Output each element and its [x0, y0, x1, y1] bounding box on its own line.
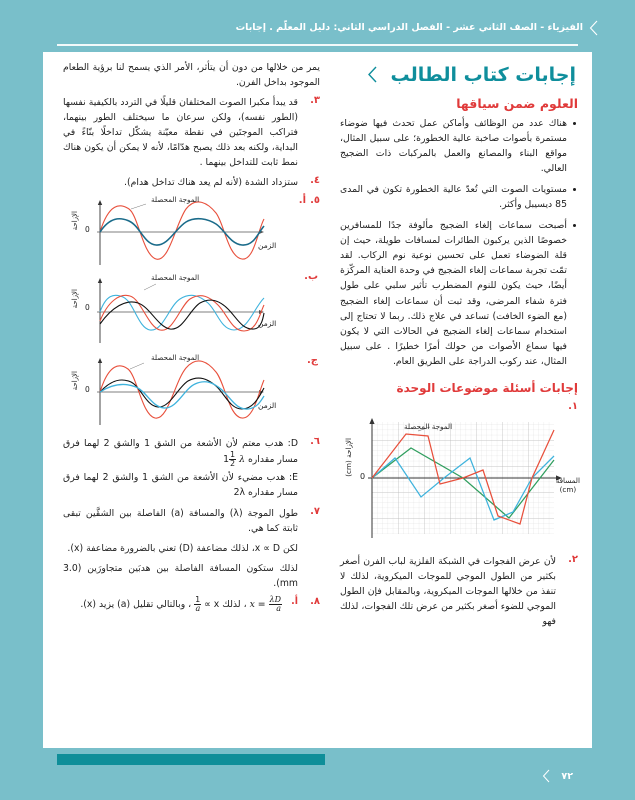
- answer-item-7-extra-2: لذلك ستكون المسافة الفاصلة بين هدبَين متجاورَين (3.0 mm).: [63, 562, 298, 589]
- figure-x-axis-label: المسافة (cm): [555, 475, 580, 494]
- answer-item-3-text: قد يبدأ مكبرا الصوت المختلفان قليلًا في التردد بالكيفية نفسها (الطور نفسه)، ولكن سرعان ما سيختلف الطور بينهما، فتراكب الموجتَين في نقطة معيّنة يشكّل تداخلًا بنّاءً في البداية، ولكنه بعد ذلك يصبح هدّامًا، لأنه لا يمكن أن يكون هناك نمط ثابت للتداخل بينهما .: [63, 97, 298, 169]
- answer-item-1-number: ١.: [568, 400, 578, 412]
- figure-5c-x-label: الزمن: [258, 401, 277, 411]
- answer-item-2: [340, 554, 578, 629]
- answer-item-7-extra-1: لكن x ∝ D، لذلك مضاعفة (D) تعني بالضرورة مضاعفة (x).: [67, 542, 298, 554]
- chevron-left-icon: [589, 20, 599, 36]
- list-item: هناك عدد من الوظائف وأماكن عمل تحدث فيها ضوضاء مستمرة بأصوات صاخبة عالية الخطورة؛ على سبيل المثال، مواقع البناء والمصانع والعمل بالمركبات ذات الضجيج العالي.: [340, 116, 578, 176]
- answer-item-7-text: طول الموجة (λ) والمسافة (a) الفاصلة بين الشقَّين تبقى ثابتة كما هي.: [63, 507, 299, 534]
- formula-inverse-a: $\frac{1}{a}$: [195, 594, 201, 613]
- answer-item-1: [340, 401, 578, 546]
- chevron-left-icon: [542, 769, 551, 783]
- page-sheet: [43, 52, 592, 748]
- figure-5b-zero: 0: [85, 303, 90, 313]
- header-title: الفيزياء - الصف الثاني عشر - الفصل الدراسي الثاني: دليل المعلّم . إجابات: [235, 22, 583, 33]
- answer-item-8-sub-a-number: أ.: [291, 595, 298, 607]
- science-context-bullet-list: [340, 116, 578, 369]
- answer-item-8: [63, 596, 320, 613]
- page-header: [0, 0, 635, 48]
- figure-5b: [63, 271, 318, 347]
- answer-item-8-text: [63, 596, 282, 613]
- figure-5a: [63, 195, 298, 269]
- answer-item-3-number: ٣.: [310, 95, 320, 107]
- figure-unit-1-svg: [346, 414, 578, 546]
- figure-5a-zero: 0: [85, 225, 90, 235]
- answer-item-4: [63, 175, 320, 190]
- answer-item-4-number: ٤.: [310, 175, 320, 187]
- answer-item-7: [63, 506, 320, 536]
- answer-item-3: [63, 95, 320, 170]
- right-column: [330, 52, 592, 634]
- answer-item-5-sub-c: ج.: [306, 355, 318, 367]
- footer-bar: [57, 754, 325, 765]
- answer-item-4-text: ستزداد الشدة (لأنه لم يعد هناك تداخل هدام).: [124, 177, 298, 189]
- answer-item-2-text: لأن عرض الفجوات في الشبكة الفلزية لباب الفرن أصغر بكثير من الطول الموجي للموجات الميكروية، لذلك لا تنفذ من خلالها الموجات الميكروية، وبالمقابل فإن الطول الموجي للضوء أصغر بكثير من عرض تلك الفجوات، لذلك فهو: [340, 555, 556, 627]
- section-title-unit-answers: إجابات أسئلة موضوعات الوحدة: [396, 380, 578, 395]
- figure-5c-y-label: الإزاحة: [71, 371, 79, 391]
- figure-5b-annotation: الموجة المحصلة: [151, 273, 200, 283]
- answer-item-6-text-d-body: D: هدب معتم لأن الأشعة من الشق 1 والشق 2 لهما فرق مسار مقداره: [63, 438, 298, 466]
- page-title-text: إجابات كتاب الطالب: [390, 64, 576, 86]
- figure-5c-svg: [68, 351, 298, 431]
- left-column: [49, 52, 332, 618]
- answer-item-2-number: ٢.: [568, 553, 578, 565]
- figure-annotation-resultant: الموجة المحصلة: [404, 421, 453, 431]
- intro-paragraph: يمر من خلالها من دون أن يتأثر، الأمر الذي يسمح لنا برؤية الطعام الموجود بداخل الفرن.: [63, 62, 320, 89]
- figure-5b-svg: [68, 273, 298, 347]
- figure-unit-question-1: [346, 414, 578, 546]
- answer-item-5-sub-b: ب.: [304, 271, 318, 283]
- figure-5b-x-label: الزمن: [258, 319, 277, 329]
- answer-item-5-number: ٥.: [310, 195, 320, 207]
- formula-x-equals: x = $\frac{\lambda D}{a}$: [249, 594, 281, 613]
- header-divider: [57, 44, 578, 46]
- answer-item-5-sub-a: أ.: [298, 195, 306, 207]
- figure-zero-tick: 0: [360, 471, 366, 481]
- answer-item-6-number: ٦.: [310, 436, 320, 448]
- answer-item-8-end: ، وبالتالي تقليل (a) يزيد (x).: [80, 598, 192, 610]
- page-number: ٧٢: [561, 771, 573, 782]
- path-difference-value-d: 1 $\frac{1}{2}$ λ: [223, 450, 245, 469]
- answer-item-6-text-e: E: هدب مضيء لأن الأشعة من الشق 1 والشق 2 لهما فرق مسار مقداره 2λ: [63, 472, 298, 499]
- figure-5c-annotation: الموجة المحصلة: [151, 353, 200, 363]
- figure-5a-svg: [68, 195, 298, 269]
- list-item: مستويات الصوت التي تُعدّ عالية الخطورة تكون في المدى 85 ديسيبل وأكثر.: [340, 182, 578, 212]
- figure-y-axis-label: الإزاحة (cm): [344, 437, 353, 477]
- figure-5a-y-label: الإزاحة: [71, 211, 79, 231]
- answer-item-6: [63, 436, 320, 500]
- figure-5b-y-label: الإزاحة: [71, 289, 79, 309]
- figure-5a-x-label: الزمن: [258, 241, 277, 251]
- answer-item-8-number: ٨.: [310, 595, 320, 607]
- section-title-science-in-context: العلوم ضمن سياقها: [456, 96, 578, 111]
- answer-item-8-mid: ، لذلك x ∝: [201, 598, 247, 610]
- figure-5c: [63, 351, 318, 431]
- figure-5c-zero: 0: [85, 385, 90, 395]
- answer-item-6-text-d: [63, 436, 298, 468]
- answer-item-8-sub-a: [63, 596, 298, 613]
- figure-5a-annotation: الموجة المحصلة: [151, 195, 200, 205]
- page-title: [340, 64, 576, 86]
- chevron-left-icon: [367, 66, 378, 83]
- answer-item-5: [63, 195, 320, 431]
- list-item: أصبحت سماعات إلغاء الضجيج مألوفة جدًا للمسافرين خصوصًا الذين يركبون الطائرات لمسافات طويلة، حيث إن قلة الضوضاء تعمل على تحسين نوعية نوم الركاب. لقد تمّت تجربة سماعات إلغاء الضجيج في وحدة العناية المركّزة أيضًا، حيث يكون للنوم المضطرب تأثير سلبي على طول فترة شفاء المرضى، وقد ثبت أن سماعات إلغاء الضجيج (مع الضوء الخافت) تساعد في علاج ذلك. ربما لا تحتاج إلى استخدام سماعات إلغاء الضجيج في الحالات التي لا يكون فيها سماع الأصوات من حولك أمرًا خطيرًا . على سبيل المثال، عند ركوب الدراجة على الطريق العام.: [340, 218, 578, 368]
- answer-item-7-number: ٧.: [310, 505, 320, 517]
